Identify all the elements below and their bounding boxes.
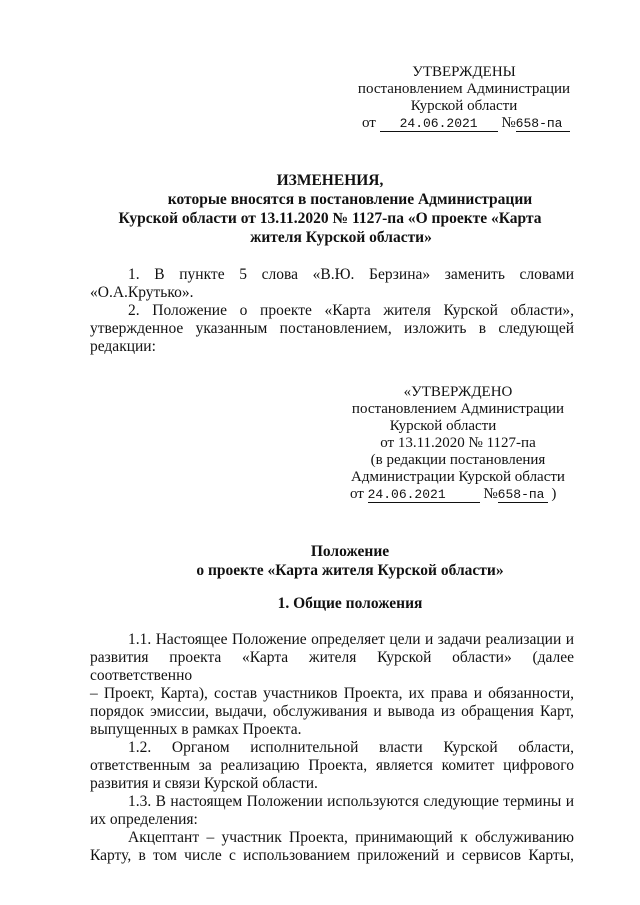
- p1-line-1: 1.1. Настоящее Положение определяет цели и задачи реализации и: [128, 631, 574, 648]
- regulation-subtitle: о проекте «Карта жителя Курской области»: [196, 562, 504, 579]
- approval-line-2: Курской области: [410, 98, 518, 114]
- p1-line-3: – Проект, Карта), состав участников Проекта, их права и обязанности,: [90, 685, 574, 702]
- item-1-line-2: «О.А.Крутько».: [90, 284, 194, 301]
- item-2-line-3: редакции:: [90, 338, 156, 355]
- approval2-line-2: Курской области: [389, 418, 497, 434]
- p2-line-2: ответственным за реализацию Проекта, является комитет цифрового: [90, 757, 574, 774]
- p2-line-1: 1.2. Органом исполнительной власти Курской области,: [128, 739, 574, 756]
- approval-from-prefix: от: [362, 115, 376, 131]
- p4-line-1: Акцептант – участник Проекта, принимающий к обслуживанию: [128, 829, 574, 846]
- approval-date-line: [352, 115, 576, 132]
- approval-line-1: постановлением Администрации: [357, 81, 571, 97]
- item-2-line-1: 2. Положение о проекте «Карта жителя Курской области»,: [128, 302, 574, 319]
- body-block: [90, 631, 574, 865]
- approval-block-2: [340, 384, 576, 503]
- approval2-from-prefix: от: [350, 486, 364, 502]
- changes-subtitle-3: жителя Курской области»: [250, 229, 432, 246]
- approval-block: [352, 64, 576, 132]
- approval-heading: УТВЕРЖДЕНЫ: [412, 64, 516, 80]
- approval2-date: 24.06.2021: [368, 488, 480, 503]
- item-1-line-1: 1. В пункте 5 слова «В.Ю. Берзина» заменить словами: [128, 266, 574, 283]
- approval2-line-3: от 13.11.2020 № 1127-па: [380, 435, 536, 451]
- p2-line-3: развития и связи Курской области.: [90, 775, 318, 792]
- p3-line-2: их определения:: [90, 811, 198, 828]
- approval2-line-4: (в редакции постановления: [370, 452, 546, 468]
- approval2-line-1: постановлением Администрации: [351, 401, 565, 417]
- changes-title-block: [90, 171, 570, 247]
- approval2-date-line: [340, 486, 576, 503]
- p1-line-5: выпущенных в рамках Проекта.: [90, 721, 302, 738]
- approval2-number: 658-па: [498, 488, 548, 503]
- changes-subtitle-1: которые вносятся в постановление Администрации: [167, 191, 533, 208]
- regulation-title-block: [90, 542, 610, 580]
- approval2-closing: ): [551, 486, 557, 502]
- p3-line-1: 1.3. В настоящем Положении используются следующие термины и: [128, 793, 574, 810]
- approval2-number-prefix: №: [483, 486, 498, 502]
- p1-line-2: развития проекта «Карта жителя Курской области» (далее соответственно: [90, 649, 574, 684]
- p4-line-2: Карту, в том числе с использованием приложений и сервисов Карты,: [90, 847, 574, 864]
- changes-title: ИЗМЕНЕНИЯ,: [276, 172, 384, 189]
- approval-number-prefix: №: [501, 115, 516, 131]
- approval-date: 24.06.2021: [380, 117, 498, 132]
- section-1-title: 1. Общие положения: [277, 595, 423, 612]
- regulation-title: Положение: [310, 543, 390, 560]
- item-2-line-2: утвержденное указанным постановлением, изложить в следующей: [90, 320, 574, 337]
- p1-line-4: порядок эмиссии, выдачи, обслуживания и вывода из обращения Карт,: [90, 703, 574, 720]
- changes-subtitle-2: Курской области от 13.11.2020 № 1127-па «О проекте «Карта: [118, 210, 542, 227]
- approval2-line-5: Администрации Курской области: [351, 469, 565, 485]
- approval2-heading: «УТВЕРЖДЕНО: [403, 384, 513, 400]
- approval-number: 658-па: [516, 117, 570, 132]
- items-block: [90, 266, 574, 356]
